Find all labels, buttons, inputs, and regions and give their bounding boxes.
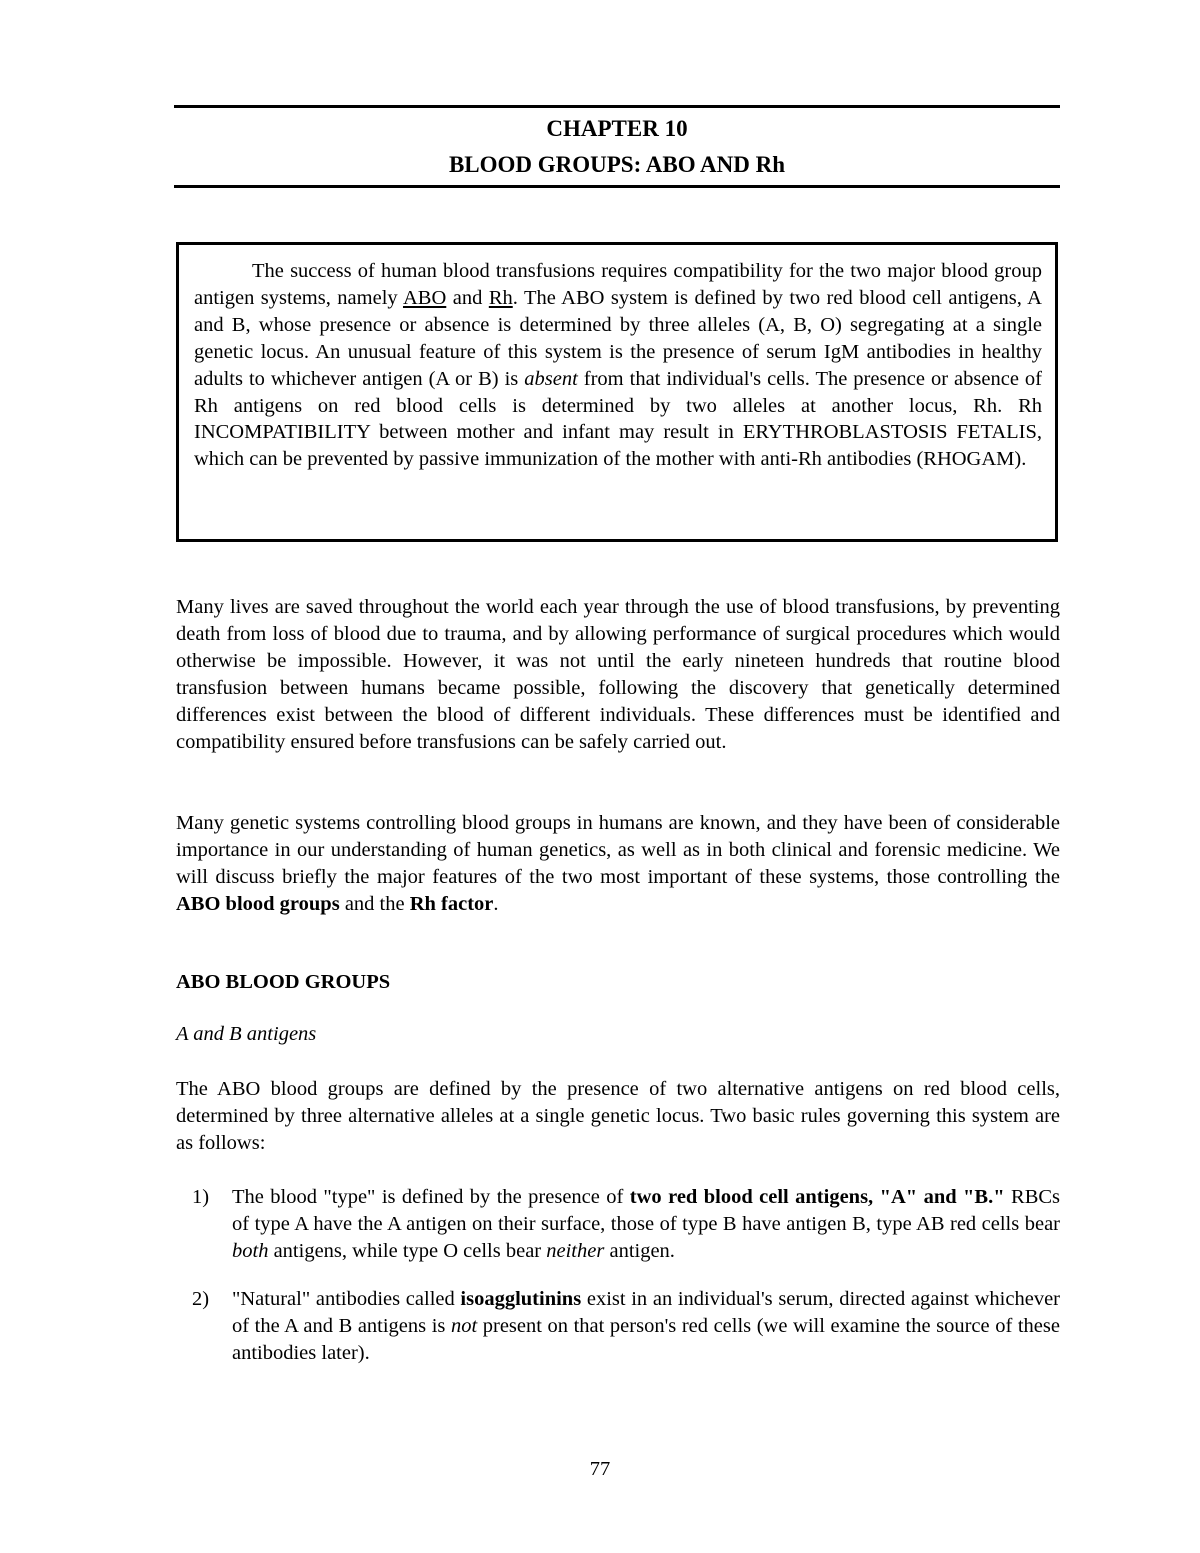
- abstract-text-2: and: [446, 286, 489, 309]
- abstract-text-4: from that individual's cells. The presence or absence of Rh antigens on red blood cells is determined by two alleles at another locus, Rh. Rh INCOMPATIBILITY between mother and infant may result in ERYTHROBLASTOSIS FETALIS, which can be prevented by passive immunization of the mother with anti-Rh antibodies (RHOGAM).: [194, 367, 1042, 471]
- rule1-text-3: antigens, while type O cells bear: [268, 1239, 547, 1262]
- page-number: 77: [589, 1458, 611, 1480]
- p2-rh-bold: Rh factor: [409, 892, 494, 915]
- chapter-number: CHAPTER 10: [546, 116, 688, 141]
- list-number: 1): [192, 1186, 210, 1208]
- body-paragraph-1: Many lives are saved throughout the world each year through the use of blood transfusions, by preventing death from loss of blood due to trauma, and by allowing performance of surgical procedures which would otherwise be impossible. However, it was not until the early nineteen hundreds that routine blood transfusion between humans became possible, following the discovery that genetically determined differences exist between the blood of different individuals. These differences must be identified and compatibility ensured before transfusions can be safely carried out.: [176, 596, 1060, 753]
- rule1-italic-2: neither: [546, 1239, 605, 1262]
- list-item: [176, 1184, 1060, 1265]
- rule2-text-1: "Natural" antibodies called: [232, 1288, 461, 1310]
- rule2-bold: isoagglutinins: [460, 1288, 582, 1310]
- abstract-text-3: . The ABO system is defined by two red blood cell antigens, A and B, whose presence or absence is determined by three alleles (A, B, O) segregating at a single genetic locus. An unusual feature of this system is the presence of serum IgM antibodies in healthy adults to whichever antigen (A or B) is: [194, 286, 1042, 390]
- section-heading: ABO BLOOD GROUPS: [176, 971, 391, 993]
- body-paragraph-2: [176, 810, 1060, 918]
- header-top-rule: [174, 105, 1060, 108]
- header-bottom-rule: [174, 185, 1060, 188]
- rule1-bold: two red blood cell antigens, "A" and "B.": [629, 1186, 1005, 1208]
- rule2-italic: not: [450, 1314, 478, 1337]
- rule1-text-4: antigen.: [604, 1239, 675, 1262]
- subsection-heading: A and B antigens: [176, 1023, 317, 1045]
- p2-text-1: Many genetic systems controlling blood groups in humans are known, and they have been of considerable importance in our understanding of human genetics, as well as in both clinical and forensic medicine. We will discuss briefly the major features of the two most important of these systems, those controlling the: [176, 812, 1060, 888]
- rule1-text-1: The blood "type" is defined by the presence of: [232, 1186, 630, 1208]
- rule2-text-2: exist in an individual's serum, directed against whichever of the A and B antigens is: [232, 1288, 1060, 1337]
- rule2-text-3: present on that person's red cells (we will examine the source of these antibodies later).: [232, 1314, 1060, 1364]
- abstract-paragraph: [194, 258, 1042, 473]
- list-item-text: [232, 1286, 1060, 1367]
- body-paragraph-3: The ABO blood groups are defined by the presence of two alternative antigens on red blood cells, determined by three alternative alleles at a single genetic locus. Two basic rules governing this system are as follows:: [176, 1078, 1060, 1154]
- rule1-text-2: RBCs of type A have the A antigen on their surface, those of type B have antigen B, type AB red cells bear: [232, 1186, 1061, 1235]
- abstract-abo-underlined: ABO: [402, 286, 447, 309]
- chapter-title: BLOOD GROUPS: ABO AND Rh: [448, 152, 786, 177]
- p2-text-2: and the: [339, 892, 410, 915]
- abstract-rh-underlined: Rh: [488, 286, 513, 309]
- p2-abo-bold: ABO blood groups: [176, 892, 340, 915]
- list-number: 2): [192, 1288, 210, 1310]
- abstract-text-1: The success of human blood transfusions requires compatibility for the two major blood group antigen systems, namely: [194, 260, 1042, 309]
- rule1-italic-1: both: [232, 1239, 269, 1262]
- abstract-absent-italic: absent: [524, 367, 578, 390]
- list-item-text: [232, 1184, 1060, 1265]
- p2-text-3: .: [493, 892, 499, 915]
- list-item: [176, 1286, 1060, 1367]
